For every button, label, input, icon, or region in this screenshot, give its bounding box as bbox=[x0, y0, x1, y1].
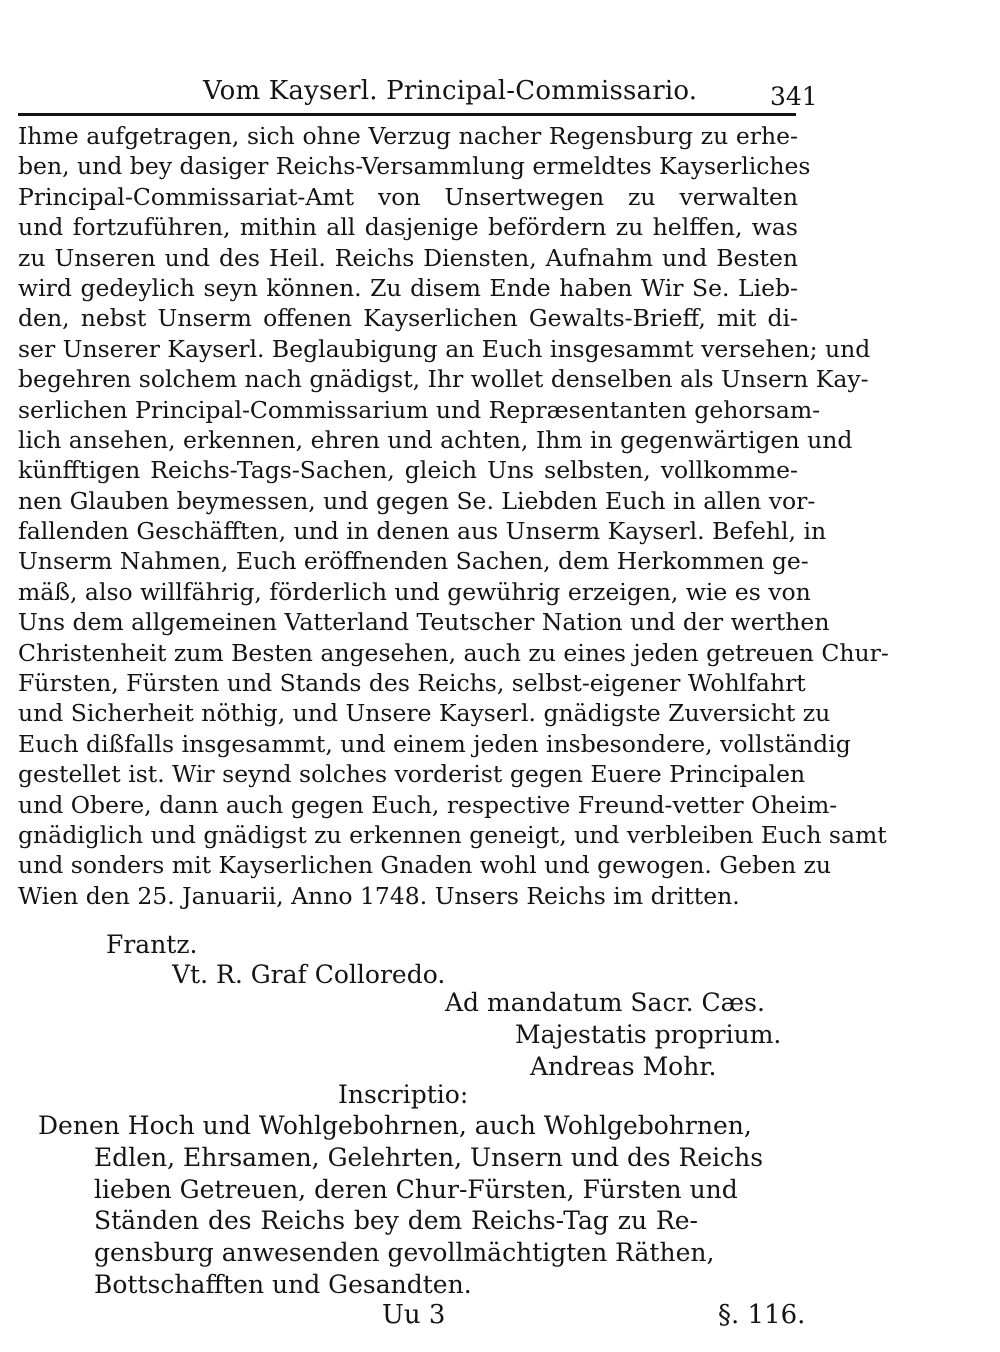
inscriptio-line: gensburg anwesenden gevollmächtigten Räthen, bbox=[94, 1238, 715, 1268]
text-line: ser Unserer Kayserl. Beglaubigung an Euch insgesammt versehen; und bbox=[18, 334, 871, 363]
text-line: Wien den 25. Januarii, Anno 1748. Unsers Reichs im dritten. bbox=[18, 881, 740, 910]
inscriptio-line: Denen Hoch und Wohlgebohrnen, auch Wohlgebohrnen, bbox=[38, 1111, 752, 1140]
text-line: nen Glauben beymessen, und gegen Se. Liebden Euch in allen vor- bbox=[18, 486, 816, 515]
text-line: Principal-Commissariat-Amt von Unsertwegen zu verwalten bbox=[18, 182, 798, 211]
text-line: und sonders mit Kayserlichen Gnaden wohl und gewogen. Geben zu bbox=[18, 851, 832, 880]
inscriptio-line: Edlen, Ehrsamen, Gelehrten, Unsern und des Reichs bbox=[94, 1142, 764, 1172]
text-line: Uns dem allgemeinen Vatterland Teutscher Nation und der werthen bbox=[18, 608, 830, 637]
body-text bbox=[18, 121, 889, 911]
text-line: und fortzuführen, mithin all dasjenige befördern zu helffen, was bbox=[18, 213, 798, 242]
text-line: wird gedeylich seyn können. Zu disem Ende haben Wir Se. Lieb- bbox=[18, 273, 798, 302]
text-line: gestellet ist. Wir seynd solches vorderist gegen Euere Principalen bbox=[18, 760, 806, 789]
signature-franz: Frantz. bbox=[106, 930, 198, 959]
text-line: serlichen Principal-Commissarium und Repræsentanten gehorsam- bbox=[18, 395, 821, 424]
text-line: mäß, also willfährig, förderlich und gewührig erzeigen, wie es von bbox=[18, 577, 811, 606]
text-line: lich ansehen, erkennen, ehren und achten, Ihm in gegenwärtigen und bbox=[18, 425, 853, 454]
header-rule bbox=[18, 113, 796, 116]
text-line: Ihme aufgetragen, sich ohne Verzug nacher Regensburg zu erhe- bbox=[18, 122, 798, 150]
inscriptio-text bbox=[38, 1110, 764, 1301]
text-line: begehren solchem nach gnädigst, Ihr wollet denselben als Unsern Kay- bbox=[18, 365, 869, 394]
text-line: ben, und bey dasiger Reichs-Versammlung ermeldtes Kayserliches bbox=[18, 152, 811, 181]
text-line: zu Unseren und des Heil. Reichs Diensten, Aufnahm und Besten bbox=[18, 243, 798, 272]
text-line: Euch dißfalls insgesammt, und einem jeden insbesondere, vollständig bbox=[18, 729, 851, 758]
inscriptio-line: Ständen des Reichs bey dem Reichs-Tag zu Re- bbox=[94, 1206, 698, 1236]
text-line: und Sicherheit nöthig, und Unsere Kayserl. gnädigste Zuversicht zu bbox=[18, 699, 831, 728]
text-line: und Obere, dann auch gegen Euch, respective Freund-vetter Oheim- bbox=[18, 790, 838, 819]
running-title: Vom Kayserl. Principal-Commissario. bbox=[203, 76, 698, 106]
text-line: gnädiglich und gnädigst zu erkennen geneigt, und verbleiben Euch samt bbox=[18, 820, 887, 849]
text-line: Unserm Nahmen, Euch eröffnenden Sachen, dem Herkommen ge- bbox=[18, 547, 809, 576]
signature-mohr: Andreas Mohr. bbox=[530, 1052, 717, 1081]
text-line: Fürsten, Fürsten und Stands des Reichs, selbst-eigener Wohlfahrt bbox=[18, 669, 806, 698]
inscriptio-line: Bottschafften und Gesandten. bbox=[94, 1269, 472, 1299]
mandatum-line-1: Ad mandatum Sacr. Cæs. bbox=[445, 988, 765, 1017]
inscriptio-heading: Inscriptio: bbox=[338, 1080, 469, 1109]
running-header bbox=[18, 72, 818, 112]
signature-colloredo: Vt. R. Graf Colloredo. bbox=[172, 960, 446, 989]
text-line: den, nebst Unserm offenen Kayserlichen Gewalts-Brieff, mit di- bbox=[18, 304, 798, 333]
text-line: Christenheit zum Besten angesehen, auch zu eines jeden getreuen Chur- bbox=[18, 638, 889, 667]
catchword: §. 116. bbox=[718, 1300, 806, 1330]
page-number: 341 bbox=[770, 82, 818, 111]
text-line: fallenden Geschäfften, und in denen aus Unserm Kayserl. Befehl, in bbox=[18, 517, 827, 546]
signature-mark: Uu 3 bbox=[382, 1300, 446, 1330]
inscriptio-line: lieben Getreuen, deren Chur-Fürsten, Fürsten und bbox=[94, 1174, 738, 1204]
text-line: künfftigen Reichs-Tags-Sachen, gleich Uns selbsten, vollkomme- bbox=[18, 456, 798, 485]
mandatum-line-2: Majestatis proprium. bbox=[515, 1020, 782, 1049]
